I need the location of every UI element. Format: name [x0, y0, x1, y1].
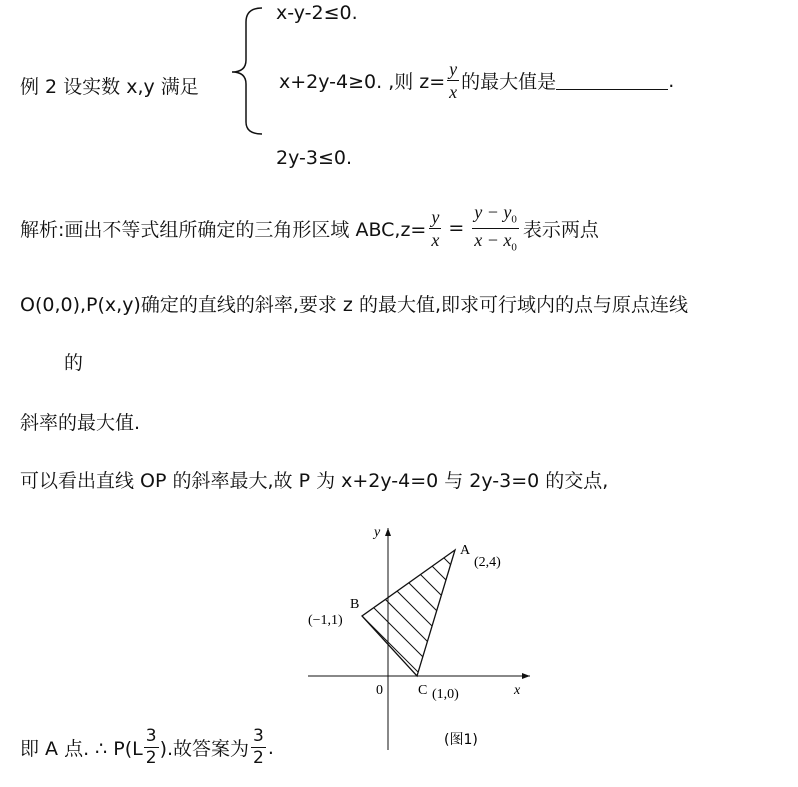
p-fraction-den: 2: [145, 748, 157, 768]
y-axis-arrow: [385, 528, 391, 536]
constraint-2-row: [279, 60, 674, 101]
p-fraction-num: 3: [145, 726, 157, 746]
constraint-3: 2y-3≤0.: [276, 147, 352, 169]
figure-graph: [300, 514, 540, 754]
triangle-abc: [362, 550, 455, 676]
solution-line-6-end: .: [267, 736, 274, 759]
solution-line-6-mid: ).故答案为: [159, 738, 250, 760]
answer-fraction-num: 3: [253, 726, 264, 746]
x-axis-label: x: [514, 683, 521, 698]
answer-blank: [556, 71, 668, 90]
figure-caption: (图1): [444, 732, 478, 748]
constraint-2: x+2y-4≥0. ,则 z=: [279, 71, 446, 93]
yx-fraction-den: x: [431, 229, 440, 250]
answer-fraction-den: 2: [253, 748, 264, 768]
point-b-coord: (−1,1): [308, 613, 343, 628]
yx-fraction-num: y: [431, 206, 440, 227]
solution-line-2: O(0,0),P(x,y)确定的直线的斜率,要求 z 的最大值,即求可行域内的点与原点连线: [20, 294, 688, 316]
p-fraction: [144, 728, 159, 767]
solution-line-6: [20, 728, 274, 767]
z-fraction: [447, 60, 459, 101]
solution-line-1-post: 表示两点: [522, 218, 599, 241]
point-b-label: B: [350, 597, 360, 612]
example-label: 例 2 设实数 x,y 满足: [20, 76, 199, 98]
point-c-coord: (1,0): [432, 687, 459, 702]
solution-line-1-pre: 解析:画出不等式组所确定的三角形区域 ABC,z=: [20, 218, 427, 241]
triangle-hatching: [300, 514, 540, 754]
z-fraction-den: x: [449, 82, 458, 102]
solution-line-4: 斜率的最大值.: [20, 412, 141, 434]
point-a-label: A: [460, 543, 471, 558]
origin-label: 0: [376, 683, 383, 698]
z-fraction-num: y: [449, 59, 458, 79]
point-a-coord: (2,4): [474, 555, 501, 570]
solution-line-3: 的: [64, 352, 84, 374]
slope-fraction-den: $x - x_0$: [474, 229, 517, 254]
answer-fraction: [251, 728, 266, 767]
slope-fraction-num: $y - y_0$: [472, 203, 519, 229]
yx-fraction: [429, 208, 441, 249]
slope-fraction: [472, 203, 519, 253]
x-axis-arrow: [522, 673, 530, 679]
solution-line-1: [20, 203, 599, 253]
constraint-1: x-y-2≤0.: [276, 2, 358, 24]
solution-line-5: 可以看出直线 OP 的斜率最大,故 P 为 x+2y-4=0 与 2y-3=0 的交点,: [20, 470, 609, 492]
question-tail: 的最大值是: [461, 71, 557, 93]
brace: [226, 4, 266, 136]
y-axis-label: y: [374, 525, 381, 540]
question-end: .: [668, 69, 675, 92]
solution-line-6-pre: 即 A 点. ∴ P(L: [20, 738, 143, 760]
equals-sign: =: [448, 217, 465, 240]
point-c-label: C: [418, 683, 428, 698]
